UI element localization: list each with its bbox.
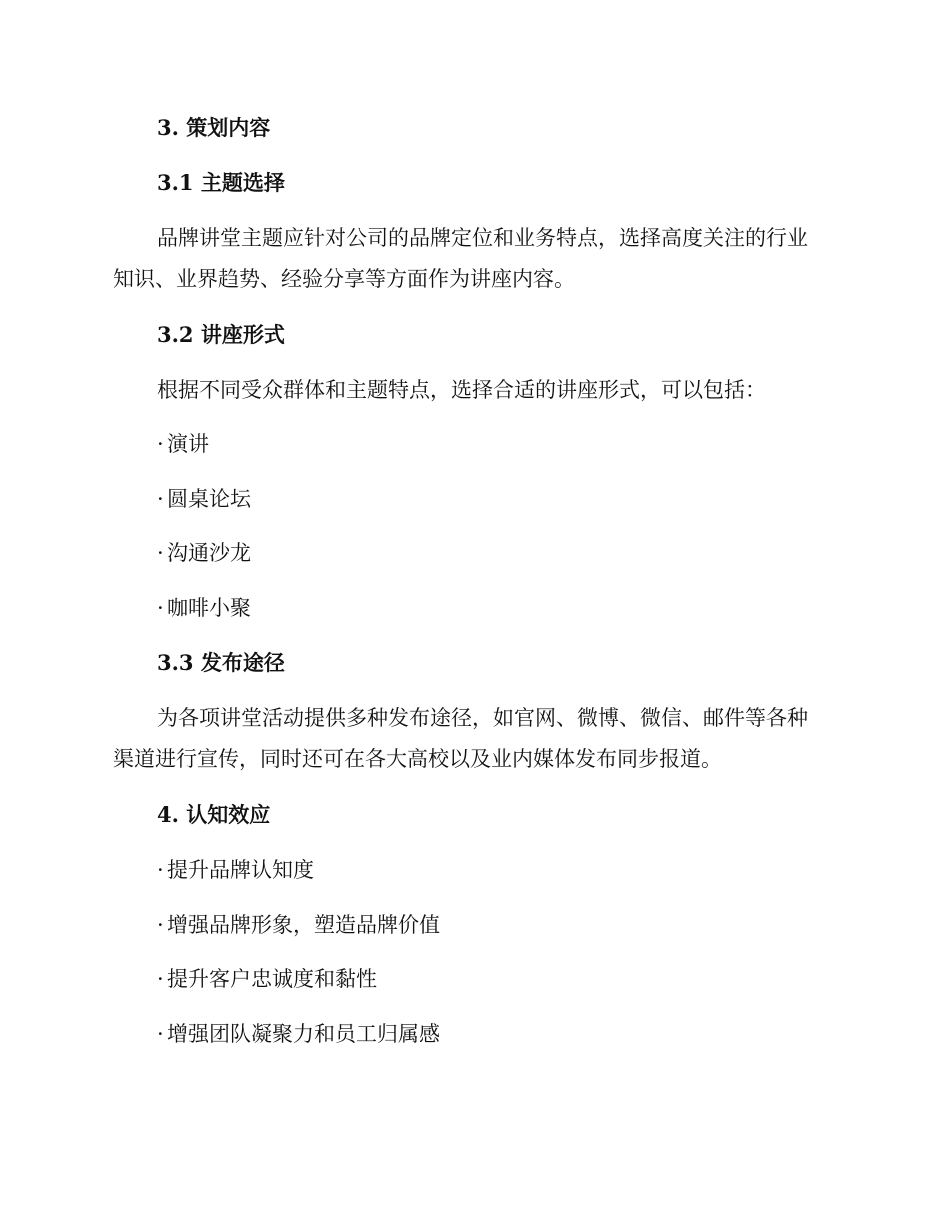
section-3-1-paragraph-line-1: 品牌讲堂主题应针对公司的品牌定位和业务特点，选择高度关注的行业 [157, 226, 808, 250]
bullet-marker: · [157, 487, 164, 511]
section-3-2-heading: 3.2 讲座形式 [157, 322, 285, 347]
section-3-3-paragraph-line-2: 渠道进行宣传，同时还可在各大高校以及业内媒体发布同步报道。 [113, 747, 722, 771]
section-4-heading: 4. 认知效应 [157, 802, 271, 827]
list-item-text: 增强品牌形象，塑造品牌价值 [167, 913, 440, 937]
bullet-marker: · [157, 432, 164, 456]
list-item [157, 594, 251, 622]
list-item-text: 提升客户忠诚度和黏性 [167, 967, 377, 991]
bullet-marker: · [157, 541, 164, 565]
list-item-text: 演讲 [167, 432, 209, 456]
section-3-1-heading: 3.1 主题选择 [157, 170, 285, 195]
list-item [157, 485, 251, 513]
list-item-text: 沟通沙龙 [167, 541, 251, 565]
section-3-3-paragraph-line-1: 为各项讲堂活动提供多种发布途径，如官网、微博、微信、邮件等各种 [157, 706, 808, 730]
bullet-marker: · [157, 1022, 164, 1046]
list-item [157, 539, 251, 567]
section-3-heading: 3. 策划内容 [157, 115, 271, 140]
section-3-1-paragraph-line-2: 知识、业界趋势、经验分享等方面作为讲座内容。 [113, 267, 575, 291]
list-item-text: 咖啡小聚 [167, 596, 251, 620]
list-item-text: 圆桌论坛 [167, 487, 251, 511]
list-item [157, 965, 377, 993]
list-item-text: 增强团队凝聚力和员工归属感 [167, 1022, 440, 1046]
bullet-marker: · [157, 967, 164, 991]
list-item [157, 911, 440, 939]
list-item-text: 提升品牌认知度 [167, 858, 314, 882]
bullet-marker: · [157, 858, 164, 882]
section-3-2-intro: 根据不同受众群体和主题特点，选择合适的讲座形式，可以包括： [157, 378, 766, 402]
list-item [157, 1020, 440, 1048]
list-item [157, 856, 314, 884]
list-item [157, 430, 209, 458]
bullet-marker: · [157, 596, 164, 620]
bullet-marker: · [157, 913, 164, 937]
section-3-3-heading: 3.3 发布途径 [157, 650, 285, 675]
